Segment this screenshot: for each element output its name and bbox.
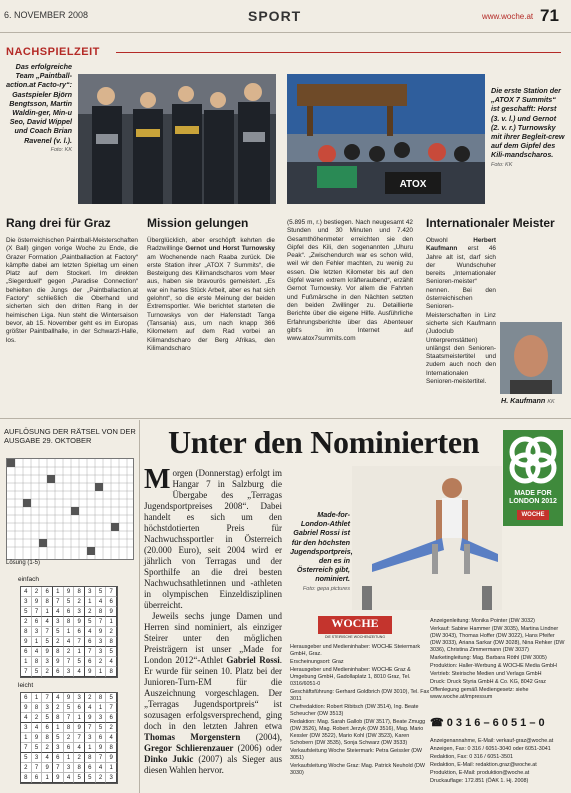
sudoku-cell: 4 (96, 597, 107, 607)
sudoku-cell: 5 (85, 617, 96, 627)
sudoku-cell: 7 (42, 693, 53, 703)
sudoku-cell: 6 (32, 773, 43, 783)
sudoku-cell: 1 (32, 693, 43, 703)
sudoku-cell: 3 (74, 607, 85, 617)
sudoku-cell: 4 (42, 753, 53, 763)
sudoku-cell: 4 (85, 703, 96, 713)
imprint-phone[interactable]: ☎ 0 3 1 6 – 6 0 5 1 – 0 (430, 717, 545, 729)
sudoku-cell: 7 (32, 607, 43, 617)
puzzle-solution-title: AUFLÖSUNG DER RÄTSEL VON DER AUSGABE 29. OKTOBER (4, 427, 136, 445)
sudoku-cell: 8 (21, 773, 32, 783)
sudoku-cell: 3 (42, 657, 53, 667)
sudoku-cell: 1 (74, 713, 85, 723)
sudoku-cell: 8 (106, 637, 117, 647)
sudoku-cell: 8 (53, 713, 64, 723)
sudoku-cell: 1 (85, 743, 96, 753)
sudoku-cell: 4 (74, 667, 85, 677)
sudoku-cell: 7 (32, 763, 43, 773)
sudoku-cell: 3 (85, 587, 96, 597)
sudoku-cell: 5 (64, 597, 75, 607)
sudoku-cell: 7 (85, 723, 96, 733)
sudoku-cell: 7 (42, 627, 53, 637)
logo-text: MADE FOR LONDON 2012 (509, 490, 557, 505)
sudoku-cell: 3 (53, 617, 64, 627)
sudoku-cell: 6 (74, 627, 85, 637)
sudoku-cell: 8 (42, 733, 53, 743)
sudoku-cell: 7 (53, 763, 64, 773)
sudoku-cell: 6 (85, 637, 96, 647)
sudoku-easy-label: einfach (18, 576, 39, 583)
drop-cap: M (144, 464, 171, 495)
sudoku-cell: 5 (74, 657, 85, 667)
imprint-right: Anzeigenleitung: Monika Pointer (DW 3032) Verkauf: Sabine Hammer (DW 3035), Martina Lindner (DW 3043), Thomas Hoffer (DW 3022), Hans Pfeifer (DW 3033), Ariana Sarkar (DW 3028), Nina Rehker (DW 3036), Christina Zimmermann (DW 3037) Marketingleitung: Mag. Barbara Röthl (DW 3005) Produktion: Haller-Werbung & WOCHE Media GmbH Vertrieb: Steirische Medien und Verlags GmbH Druck: Druck Styria GmbH & Co. KG, 8042 Graz Offenlegung gemäß Mediengesetz: siehe www.woche.at/impressum (430, 618, 565, 700)
kicker-rule (116, 52, 561, 53)
sudoku-cell: 2 (53, 637, 64, 647)
photo-kaufmann (500, 322, 562, 394)
sudoku-cell: 7 (85, 647, 96, 657)
sudoku-cell: 7 (106, 703, 117, 713)
sudoku-cell: 6 (74, 703, 85, 713)
sudoku-cell: 2 (21, 617, 32, 627)
made-for-london-logo (503, 430, 563, 526)
sudoku-cell: 2 (106, 627, 117, 637)
sudoku-cell: 5 (42, 713, 53, 723)
paintball-team-image (78, 74, 276, 204)
sudoku-cell: 5 (53, 627, 64, 637)
sudoku-cell: 6 (64, 607, 75, 617)
sudoku-hard-label: leicht (18, 682, 34, 689)
sudoku-easy-solution (20, 586, 118, 678)
logo-woche-tag: WOCHE (517, 510, 549, 520)
page-header (0, 0, 571, 33)
photo-caption-kilimanjaro (491, 86, 565, 170)
sudoku-cell: 4 (42, 617, 53, 627)
sudoku-cell: 9 (96, 627, 107, 637)
sudoku-cell: 6 (85, 657, 96, 667)
sudoku-cell: 9 (42, 647, 53, 657)
sudoku-cell: 7 (64, 713, 75, 723)
sudoku-cell: 4 (96, 763, 107, 773)
caption-source: Foto: KK (491, 161, 513, 168)
photo-gymnast (352, 466, 502, 610)
sudoku-cell: 8 (96, 607, 107, 617)
article-mission-continued: (5.895 m, r.) bestiegen. Nach neugesamt 42 Stunden und 30 Minuten und 7.420 Gesamthöhenmeter erreichten sie den Gipfel des Kili, den sogenannten „Uhuru Peak“. „Zwischendurch war es schon wild, weil wir den Fehler machten, zu wenig zu essen. Die letzten Kilometer bis auf den Gipfel waren extrem kräfteraubend“, erzählt Gernot Turnowsky. Vor allem die Fahrten und Fußmärsche in den Nächten setzten den beiden Zwillinger zu. Detaillierte Berichte über die eigene Hilfe. Ausführliche Erfahrungsberichte über das Abenteuer gibt's im Internet auf www.atox7summits.com (287, 219, 413, 343)
sudoku-cell: 6 (32, 617, 43, 627)
issue-date: 6. NOVEMBER 2008 (4, 10, 89, 20)
sudoku-cell: 2 (42, 667, 53, 677)
sudoku-cell: 8 (64, 617, 75, 627)
sudoku-cell: 1 (85, 597, 96, 607)
sudoku-cell: 1 (53, 587, 64, 597)
sudoku-cell: 6 (53, 753, 64, 763)
sudoku-cell: 1 (64, 627, 75, 637)
headline-rang-drei: Rang drei für Graz (6, 216, 111, 230)
sudoku-cell: 3 (21, 723, 32, 733)
imprint-left: Herausgeber und Medieninhaber: WOCHE Steiermark GmbH, Graz. Erscheinungsort: Graz Herausgeber und Medieninhaber: WOCHE Graz & Umgebung GmbH, Gadollaplatz 1, 8010 Graz, Tel. 0316/6051-0 Geschäftsführung: Gerhard Goldbrich (DW 3010), Tel. Fax 3011 Chefredaktion: Robert Ribitsch (DW 3514), Ing. Beate Scheucher (DW 3513) Redaktion: Mag. Sarah Gallob (DW 3517), Beate Zmugg (DW 3526), Mag. Robert Jerzyk (DW 3516), Mag. Mario Kessler (DW 3522), Mario Kohl (DW 3523), Karen Schobern (DW 3535), Sonja Schwarz (DW 3533) Verkaufsleitung Woche Steiermark: Petra Geissler (DW 3051) Verkaufsleitung Woche Graz: Mag. Patrick Neuhold (DW 3030) (290, 644, 430, 776)
sudoku-cell: 4 (32, 647, 43, 657)
sudoku-cell: 3 (21, 597, 32, 607)
sudoku-cell: 9 (106, 753, 117, 763)
sudoku-cell: 3 (64, 763, 75, 773)
sudoku-cell: 6 (64, 743, 75, 753)
headline-mission-gelungen: Mission gelungen (147, 216, 249, 230)
sudoku-cell: 3 (96, 713, 107, 723)
sudoku-cell: 5 (21, 607, 32, 617)
sudoku-cell: 5 (32, 667, 43, 677)
sudoku-cell: 1 (42, 607, 53, 617)
column-divider (139, 420, 140, 793)
sudoku-cell: 9 (53, 657, 64, 667)
sudoku-cell: 8 (53, 647, 64, 657)
sudoku-cell: 8 (106, 743, 117, 753)
section-divider (0, 418, 571, 419)
sudoku-cell: 5 (32, 743, 43, 753)
atox-link[interactable]: www.atox7summits.com (287, 335, 356, 343)
sudoku-cell: 7 (96, 617, 107, 627)
sudoku-cell: 9 (85, 713, 96, 723)
article-paintball-body: Die österreichischen Paintball-Meisterschaften (X Ball) gingen vorige Woche zu Ende, die Grazer Formation „Paintballaction at Factory“ kämpfte dabei am letzten Spieltag um einen Platz auf dem Stockerl. Im direkten „Siegerduell“ gegen „Paradise Connection“ behielten die Jungs der „Paintballaction.at Factory“ schließlich die Oberhand und sicherten sich den dritten Rang in der heimischen Liga. Nun steht die Wintersaison bevor, ab 15. November geht es im Europas größter Paintballhalle, in der Schwarzl-Halle, los. (6, 237, 138, 344)
sudoku-cell: 2 (21, 763, 32, 773)
sudoku-cell: 8 (85, 753, 96, 763)
photo-caption-paintball (6, 62, 72, 155)
sudoku-cell: 2 (32, 587, 43, 597)
sudoku-cell: 6 (85, 763, 96, 773)
sudoku-cell: 9 (42, 763, 53, 773)
sudoku-cell: 1 (42, 773, 53, 783)
sudoku-cell: 8 (96, 693, 107, 703)
headline-unter-den-nominierten: Unter den Nominierten (168, 424, 480, 460)
sudoku-cell: 4 (53, 607, 64, 617)
sudoku-cell: 9 (96, 743, 107, 753)
sudoku-cell: 9 (53, 773, 64, 783)
sudoku-cell: 7 (53, 597, 64, 607)
sudoku-cell: 3 (32, 627, 43, 637)
sudoku-cell: 4 (21, 587, 32, 597)
sudoku-cell: 9 (74, 723, 85, 733)
sudoku-cell: 4 (32, 723, 43, 733)
sudoku-cell: 4 (85, 627, 96, 637)
sudoku-cell: 4 (106, 657, 117, 667)
sudoku-cell: 6 (96, 733, 107, 743)
sudoku-cell: 5 (42, 637, 53, 647)
article-kaufmann-body: Obwohl Herbert Kaufmann erst 46 Jahre alt ist, darf sich der Wundschuher bereits „Internationaler Senioren-meister“ nennen. Bei den österreichischen Senioren-Meisterschaften in Linz sicherte sich Kaufmann (Judoclub Unterpremstätten) unlängst den Senioren-Staatsmeistertitel und zudem auch noch den Internationalen Senioren-meistertitel. (426, 237, 496, 386)
kicker-nachspielzeit: NACHSPIELZEIT (6, 46, 100, 58)
sudoku-cell: 9 (21, 637, 32, 647)
sudoku-cell: 3 (96, 637, 107, 647)
sudoku-cell: 5 (53, 733, 64, 743)
sudoku-cell: 1 (106, 617, 117, 627)
sudoku-cell: 6 (106, 713, 117, 723)
sudoku-cell: 5 (85, 773, 96, 783)
sudoku-cell: 5 (74, 773, 85, 783)
sudoku-cell: 5 (96, 723, 107, 733)
gymnast-image (352, 466, 502, 610)
portrait-image (500, 322, 562, 394)
sudoku-cell: 6 (53, 667, 64, 677)
main-article-body: Morgen (Donnerstag) erfolgt im Hangar 7 in Salzburg die Übergabe des „Terragas Jugendsportpreises 2008“. Dabei handelt es sich um den höchstdotierten Preis für Nachwuchssportler in Österreich (20.000 Euro), seit 2004 wird er jährlich von Terragas und der Sporthilfe an die drei besten Nachwuchsathletinnen und -athleten in olympischen Einzeldisziplinen überreicht. Jeweils sechs junge Damen und Herren sind nominiert, als einziger Steirer unter den möglichen Preisträgern ist unser „Made for London 2012“-Athlet Gabriel Rossi. Er wurde für seinen 10. Platz bei der Junioren-Turn-EM für die Auszeichnung vorgeschlagen. Der „Terragas Jugendsportpreis“ ist sozusagen erfolgsversprechend, ging doch in den letzten Jahren etwa Thomas Morgenstern (2004), Gregor Schlierenzauer (2006) oder Dinko Jukic (2007) als Sieger aus diesen Wahlen hervor. (144, 464, 282, 775)
atox-banner-text: ATOX (399, 179, 427, 190)
sudoku-cell: 6 (42, 723, 53, 733)
sudoku-cell: 1 (21, 733, 32, 743)
sudoku-cell: 2 (42, 743, 53, 753)
page-number: 71 (540, 6, 559, 25)
sudoku-cell: 8 (74, 587, 85, 597)
sudoku-cell: 3 (85, 733, 96, 743)
sudoku-cell: 1 (32, 637, 43, 647)
sudoku-cell: 8 (106, 667, 117, 677)
sudoku-cell: 7 (74, 733, 85, 743)
sudoku-cell: 1 (64, 753, 75, 763)
sudoku-cell: 2 (85, 607, 96, 617)
sudoku-cell: 1 (53, 723, 64, 733)
caption-source: Foto: KK (50, 146, 72, 153)
sudoku-cell: 9 (106, 607, 117, 617)
sudoku-cell: 4 (64, 637, 75, 647)
sudoku-cell: 7 (74, 637, 85, 647)
sudoku-cell: 3 (96, 647, 107, 657)
kaufmann-caption: H. Kaufmann KK (501, 396, 555, 405)
sudoku-cell: 5 (106, 647, 117, 657)
sudoku-cell: 1 (21, 657, 32, 667)
sudoku-cell: 9 (21, 703, 32, 713)
sudoku-cell: 8 (32, 657, 43, 667)
sudoku-cell: 9 (32, 733, 43, 743)
sudoku-cell: 9 (74, 617, 85, 627)
sudoku-cell: 5 (106, 693, 117, 703)
section-title: SPORT (248, 8, 302, 24)
gymnast-caption: Made-for-London-Athlet Gabriel Rossi ist für den höchsten Jugendsportpreis, den es in Österreich gibt, nominiert. Foto: gepa pictures (290, 510, 353, 592)
sudoku-hard-solution (20, 692, 118, 784)
crossword-grid (7, 459, 133, 559)
sudoku-cell: 9 (64, 693, 75, 703)
sudoku-cell: 3 (64, 667, 75, 677)
imprint-contacts: Anzeigenannahme, E-Mail: verkauf-graz@woche.at Anzeigen, Fax: 0 316 / 6051-3040 oder 6051-3041 Redaktion, Fax: 0 316 / 6051-3501 Redaktion, E-Mail: redaktion.graz@woche.at Produktion, E-Mail: produktion@woche.at Druckauflage: 172.851 (ÖAK 1. Hj. 2008) (430, 738, 554, 784)
sudoku-cell: 8 (32, 703, 43, 713)
sudoku-cell: 8 (42, 597, 53, 607)
caption-text: Das erfolgreiche Team „Paintball-action.at Facto-ry“: Gastspieler Björn Bengtsson, Martin Waldin-ger, Min-u Seo, David Wippel und Coach Brian Ravenel (v. l.). (6, 62, 72, 145)
crossword-solution (6, 458, 134, 560)
sudoku-cell: 2 (64, 733, 75, 743)
sudoku-cell: 2 (85, 693, 96, 703)
photo-kilimanjaro-summit (287, 74, 485, 204)
sudoku-cell: 8 (21, 627, 32, 637)
headline-internationaler-meister: Internationaler Meister (426, 216, 555, 230)
sudoku-cell: 7 (21, 743, 32, 753)
sudoku-cell: 9 (32, 597, 43, 607)
sudoku-cell: 4 (21, 713, 32, 723)
sudoku-cell: 6 (21, 647, 32, 657)
caption-text: Die erste Station der „ATOX 7 Summits“ ist geschafft: Horst (3. v. l.) und Gernot (2. v. r.) Turnowsky mit ihrer Begleit-crew auf dem Gipfel des Kili-mandscharos. (491, 86, 565, 160)
sudoku-cell: 2 (106, 723, 117, 733)
sudoku-cell: 7 (21, 667, 32, 677)
puzzle-credit: Lösung (1-5) (6, 560, 41, 566)
sudoku-cell: 2 (96, 773, 107, 783)
sudoku-cell: 3 (32, 753, 43, 763)
sudoku-cell: 4 (53, 693, 64, 703)
rings-icon (503, 430, 563, 490)
sudoku-cell: 8 (64, 723, 75, 733)
website-link[interactable]: www.woche.at (482, 12, 534, 21)
sudoku-cell: 9 (64, 587, 75, 597)
photo-paintball-team (78, 74, 276, 204)
sudoku-cell: 2 (53, 703, 64, 713)
sudoku-cell: 2 (96, 657, 107, 667)
sudoku-cell: 7 (64, 657, 75, 667)
sudoku-cell: 7 (96, 753, 107, 763)
sudoku-cell: 6 (42, 587, 53, 597)
woche-tagline: DIE STEIRISCHE WOCHENZEITUNG (324, 635, 386, 639)
sudoku-cell: 5 (64, 703, 75, 713)
sudoku-cell: 4 (64, 773, 75, 783)
sudoku-cell: 1 (96, 667, 107, 677)
sudoku-cell: 2 (74, 753, 85, 763)
sudoku-cell: 1 (74, 647, 85, 657)
sudoku-cell: 6 (106, 597, 117, 607)
kilimanjaro-image (287, 74, 485, 204)
sudoku-cell: 5 (21, 753, 32, 763)
article-mission-body: Überglücklich, aber erschöpft kehrten die Radzwillinge Gernot und Horst Turnowsky am Wochenende nach Raaba zurück. Die erste Station ihrer „ATOX 7 Summits“, die Besteigung des Kilimandscharos vom Meer aus, haben sie bravourös gemeistert. „Es war ein hartes Stück Arbeit, aber es hat sich gelohnt“, so die erste Meinung der beiden Extremsportler. Wie berichtet starteten die Turnowskys von der Hafenstadt Tanga (Tansania) aus, um nach knapp 366 Kilometern auf dem Rad vorbei an Kilimandscharo der Berg Afrikas, den Kilimandscharo (147, 237, 276, 352)
sudoku-cell: 4 (74, 743, 85, 753)
sudoku-cell: 3 (74, 693, 85, 703)
sudoku-cell: 3 (42, 703, 53, 713)
sudoku-cell: 1 (106, 763, 117, 773)
sudoku-cell: 3 (53, 743, 64, 753)
sudoku-cell: 2 (32, 713, 43, 723)
sudoku-cell: 6 (21, 693, 32, 703)
sudoku-cell: 8 (74, 763, 85, 773)
sudoku-cell: 4 (106, 733, 117, 743)
sudoku-cell: 7 (106, 587, 117, 597)
sudoku-cell: 2 (74, 597, 85, 607)
sudoku-cell: 2 (64, 647, 75, 657)
sudoku-cell: 5 (96, 587, 107, 597)
sudoku-cell: 1 (96, 703, 107, 713)
woche-logo: WOCHE (318, 616, 392, 634)
sudoku-cell: 3 (106, 773, 117, 783)
sudoku-cell: 9 (85, 667, 96, 677)
